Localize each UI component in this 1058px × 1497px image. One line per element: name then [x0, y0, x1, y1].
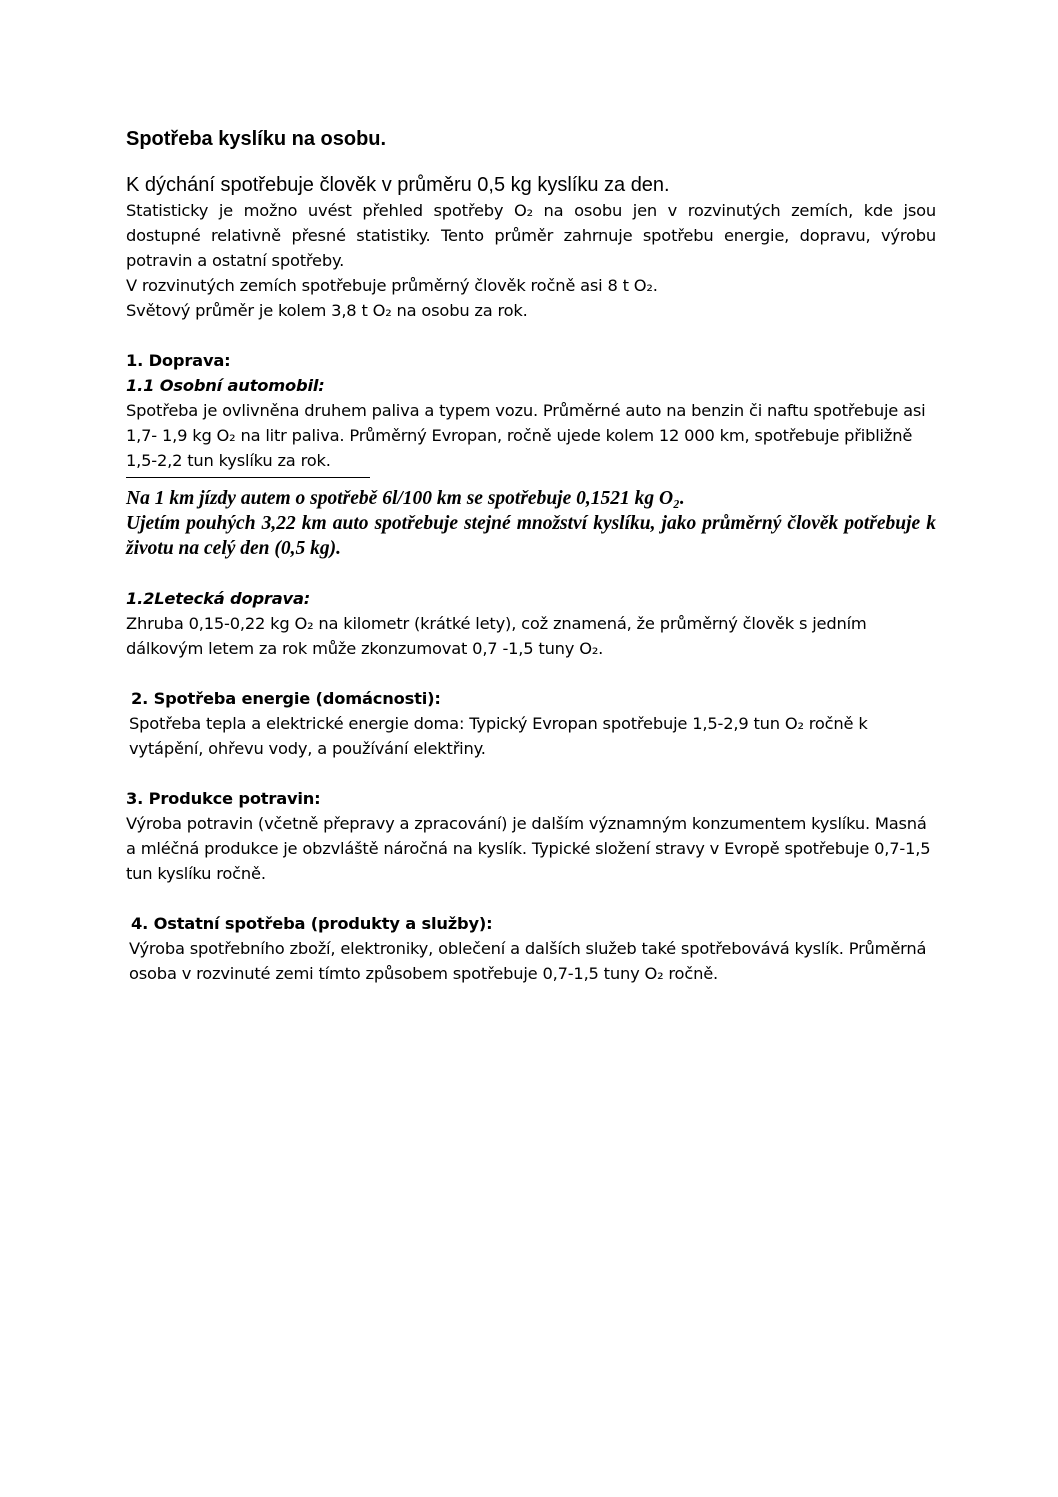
spacer — [126, 561, 936, 586]
other-paragraph: Výroba spotřebního zboží, elektroniky, oblečení a dalších služeb také spotřebovává kyslík. Průměrná osoba v rozvinuté zemi tímto způsobem spotřebuje 0,7-1,5 tuny O₂ ročně. — [129, 939, 927, 983]
world-average-text: Světový průměr je kolem 3,8 t O₂ na osobu za rok. — [126, 301, 528, 320]
air-paragraph: Zhruba 0,15-0,22 kg O₂ na kilometr (krátké lety), což znamená, že průměrný člověk s jedním dálkovým letem za rok může zkonzumovat 0,7 -1,5 tuny O₂. — [126, 614, 867, 658]
lead-paragraph: K dýchání spotřebuje člověk v průměru 0,5 kg kyslíku za den. — [126, 174, 670, 196]
document-body — [126, 126, 936, 986]
car-paragraph: Spotřeba je ovlivněna druhem paliva a typem vozu. Průměrné auto na benzin či naftu spotřebuje asi 1,7- 1,9 kg O₂ na litr paliva. Průměrný Evropan, ročně ujede kolem 12 000 km, spotřebuje přibližně 1,5-2,2 tun kyslíku za rok. — [126, 401, 926, 470]
section-heading-other: 4. Ostatní spotřeba (produkty a služby): — [131, 914, 493, 933]
spacer — [126, 761, 936, 786]
developed-average-text: V rozvinutých zemích spotřebuje průměrný člověk ročně asi 8 t O₂. — [126, 276, 658, 295]
section-heading-energy: 2. Spotřeba energie (domácnosti): — [131, 689, 441, 708]
highlight-car-per-km: Na 1 km jízdy autem o spotřebě 6l/100 km se spotřebuje 0,1521 kg O₂. — [126, 488, 685, 509]
horizontal-rule — [126, 477, 370, 478]
subsection-heading-car: 1.1 Osobní automobil: — [126, 376, 325, 395]
spacer — [126, 886, 936, 911]
section-heading-food: 3. Produkce potravin: — [126, 789, 321, 808]
subsection-heading-air: 1.2Letecká doprava: — [126, 589, 311, 608]
document-title: Spotřeba kyslíku na osobu. — [126, 128, 387, 150]
spacer — [126, 661, 936, 686]
highlight-car-daily-equivalent: Ujetím pouhých 3,22 km auto spotřebuje stejné množství kyslíku, jako průměrný člověk potřebuje k životu na celý den (0,5 kg). — [126, 513, 936, 559]
section-heading-transport: 1. Doprava: — [126, 351, 231, 370]
food-paragraph: Výroba potravin (včetně přepravy a zpracování) je dalším významným konzumentem kyslíku. Masná a mléčná produkce je obzvláště náročná na kyslík. Typické složení stravy v Evropě spotřebuje 0,7-1,5 tun kyslíku ročně. — [126, 814, 931, 883]
energy-paragraph: Spotřeba tepla a elektrické energie doma: Typický Evropan spotřebuje 1,5-2,9 tun O₂ ročně k vytápění, ohřevu vody, a používání elektřiny. — [129, 714, 868, 758]
intro-paragraph: Statisticky je možno uvést přehled spotřeby O₂ na osobu jen v rozvinutých zemích, kde jsou dostupné relativně přesné statistiky. Tento průměr zahrnuje spotřebu energie, dopravu, výrobu potravin a ostatní spotřeby. — [126, 201, 936, 270]
spacer — [126, 323, 936, 348]
